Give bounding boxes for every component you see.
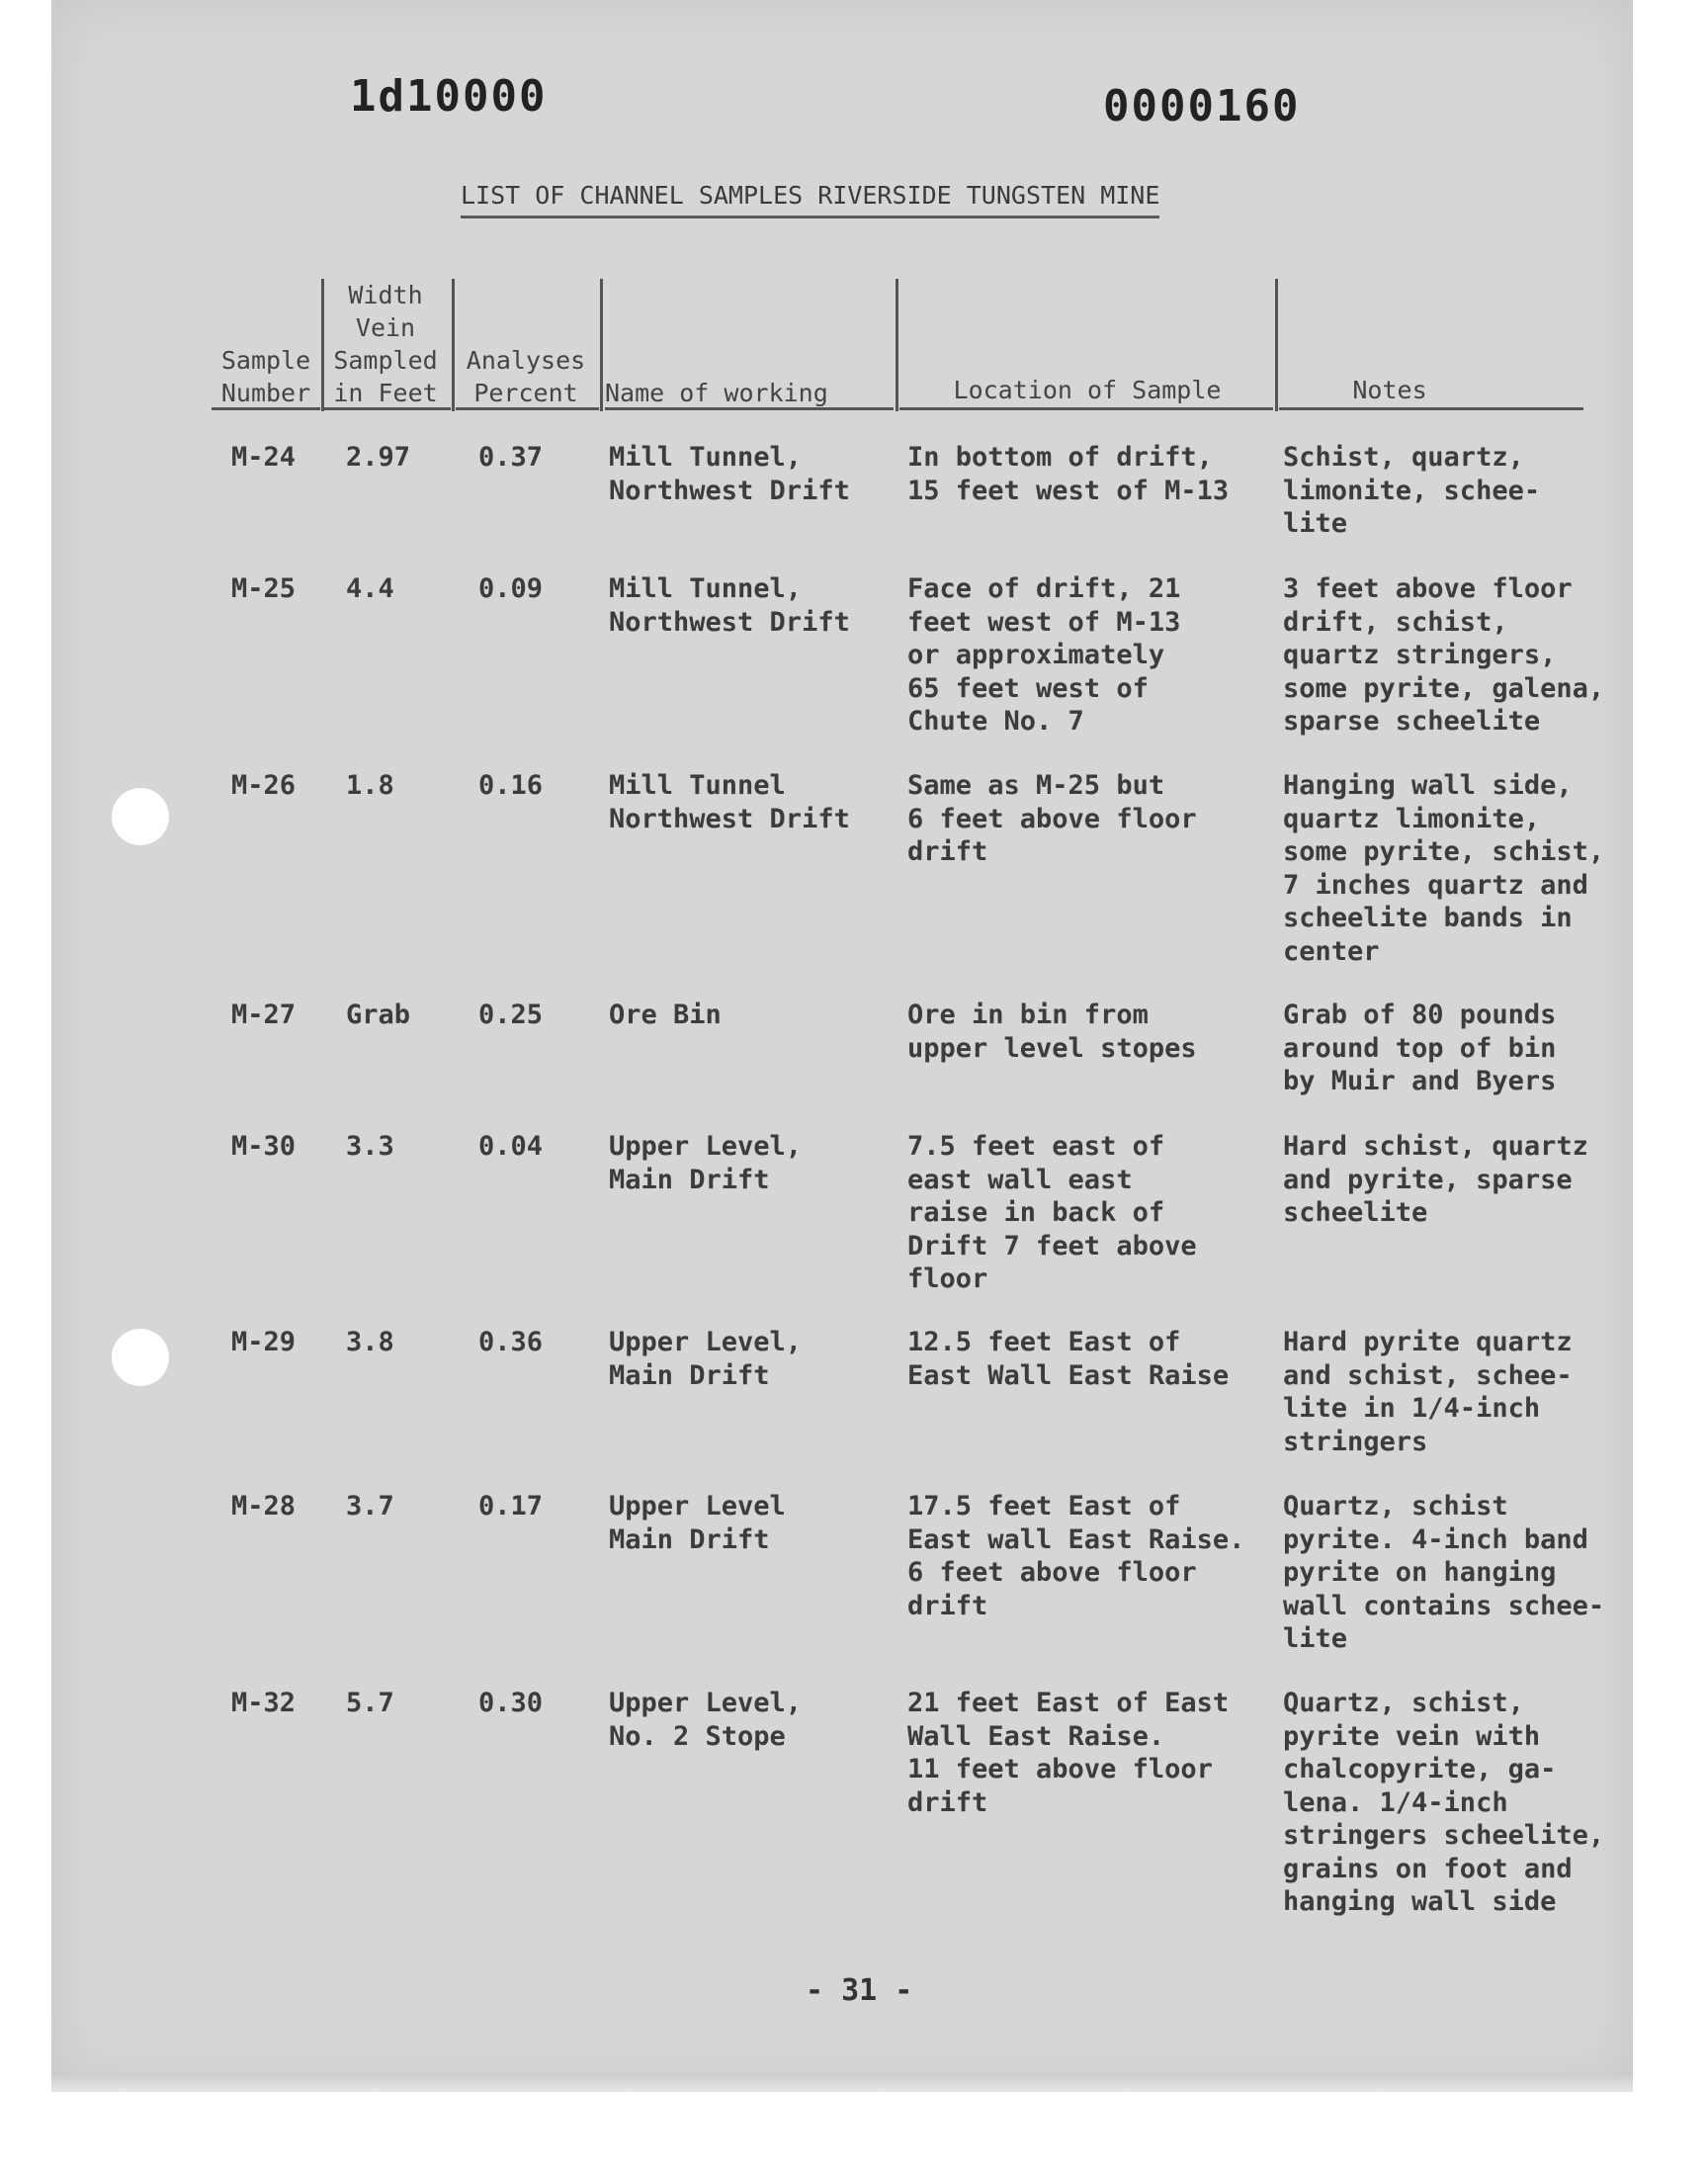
header-divider: [321, 279, 324, 411]
cell-width: 1.8: [346, 770, 394, 801]
stamp-number-left: 1d10000: [350, 71, 548, 122]
cell-percent: 0.37: [478, 442, 544, 473]
cell-notes: 3 feet above floor drift, schist, quartz stringers, some pyrite, galena, sparse scheelite: [1283, 573, 1605, 737]
cell-width: Grab: [346, 1000, 411, 1030]
cell-sample-number: M-32: [231, 1688, 297, 1718]
header-width: Width Vein Sampled in Feet: [333, 281, 438, 407]
cell-working: Mill Tunnel, Northwest Drift: [609, 573, 850, 638]
header-divider: [1275, 279, 1278, 411]
cell-width: 4.4: [346, 573, 394, 604]
cell-width: 3.8: [346, 1327, 394, 1357]
header-location: Location of Sample: [953, 376, 1222, 404]
cell-percent: 0.36: [478, 1327, 544, 1357]
punch-hole: [112, 788, 169, 845]
cell-sample-number: M-26: [231, 770, 297, 801]
cell-width: 2.97: [346, 442, 411, 473]
header-divider: [452, 279, 455, 411]
cell-location: 12.5 feet East of East Wall East Raise: [907, 1327, 1230, 1391]
cell-sample-number: M-30: [231, 1131, 297, 1162]
cell-sample-number: M-25: [231, 573, 297, 604]
punch-hole: [112, 1329, 169, 1386]
cell-location: 17.5 feet East of East wall East Raise. 6 feet above floor drift: [907, 1491, 1245, 1621]
header-underline: [324, 407, 451, 410]
cell-percent: 0.09: [478, 573, 544, 604]
header-underline: [212, 407, 320, 410]
cell-width: 3.3: [346, 1131, 394, 1162]
cell-sample-number: M-27: [231, 1000, 297, 1030]
cell-notes: Quartz, schist, pyrite vein with chalcopyrite, ga- lena. 1/4-inch stringers scheelite, grains on foot and hanging wall side: [1283, 1688, 1605, 1917]
cell-working: Upper Level, No. 2 Stope: [609, 1688, 803, 1752]
cell-working: Mill Tunnel Northwest Drift: [609, 770, 850, 834]
cell-notes: Grab of 80 pounds around top of bin by Muir and Byers: [1283, 1000, 1557, 1096]
cell-notes: Hanging wall side, quartz limonite, some pyrite, schist, 7 inches quartz and scheelite bands in center: [1283, 770, 1605, 967]
header-divider: [896, 279, 898, 411]
cell-working: Upper Level, Main Drift: [609, 1327, 803, 1391]
header-underline: [456, 407, 599, 410]
cell-width: 5.7: [346, 1688, 394, 1718]
cell-location: 21 feet East of East Wall East Raise. 11 feet above floor drift: [907, 1688, 1230, 1818]
cell-width: 3.7: [346, 1491, 394, 1522]
cell-location: In bottom of drift, 15 feet west of M-13: [907, 442, 1230, 506]
cell-working: Upper Level, Main Drift: [609, 1131, 803, 1195]
cell-working: Upper Level Main Drift: [609, 1491, 786, 1555]
cell-percent: 0.30: [478, 1688, 544, 1718]
header-sample-number: Sample Number: [220, 346, 311, 407]
header-notes: Notes: [1352, 376, 1427, 404]
page-title: LIST OF CHANNEL SAMPLES RIVERSIDE TUNGSTEN MINE: [461, 181, 1159, 218]
page-number: - 31 -: [806, 1973, 913, 2008]
cell-percent: 0.04: [478, 1131, 544, 1162]
cell-location: Face of drift, 21 feet west of M-13 or approximately 65 feet west of Chute No. 7: [907, 573, 1181, 737]
header-underline: [899, 407, 1273, 410]
cell-sample-number: M-24: [231, 442, 297, 473]
page-bottom-edge: [51, 2076, 1633, 2092]
stamp-number-right: 0000160: [1103, 81, 1301, 131]
cell-notes: Hard pyrite quartz and schist, schee- lite in 1/4-inch stringers: [1283, 1327, 1573, 1457]
cell-notes: Schist, quartz, limonite, schee- lite: [1283, 442, 1541, 539]
header-underline: [1279, 407, 1583, 410]
header-analyses: Analyses Percent: [466, 346, 586, 407]
cell-notes: Quartz, schist pyrite. 4-inch band pyrite on hanging wall contains schee- lite: [1283, 1491, 1605, 1654]
cell-notes: Hard schist, quartz and pyrite, sparse scheelite: [1283, 1131, 1588, 1228]
cell-percent: 0.16: [478, 770, 544, 801]
header-divider: [600, 279, 603, 411]
header-name-of-working: Name of working: [605, 379, 828, 407]
cell-percent: 0.25: [478, 1000, 544, 1030]
cell-sample-number: M-29: [231, 1327, 297, 1357]
header-underline: [605, 407, 894, 410]
cell-location: Same as M-25 but 6 feet above floor drift: [907, 770, 1197, 867]
cell-location: Ore in bin from upper level stopes: [907, 1000, 1197, 1064]
cell-working: Mill Tunnel, Northwest Drift: [609, 442, 850, 506]
cell-sample-number: M-28: [231, 1491, 297, 1522]
cell-percent: 0.17: [478, 1491, 544, 1522]
cell-location: 7.5 feet east of east wall east raise in back of Drift 7 feet above floor: [907, 1131, 1197, 1294]
cell-working: Ore Bin: [609, 1000, 722, 1030]
